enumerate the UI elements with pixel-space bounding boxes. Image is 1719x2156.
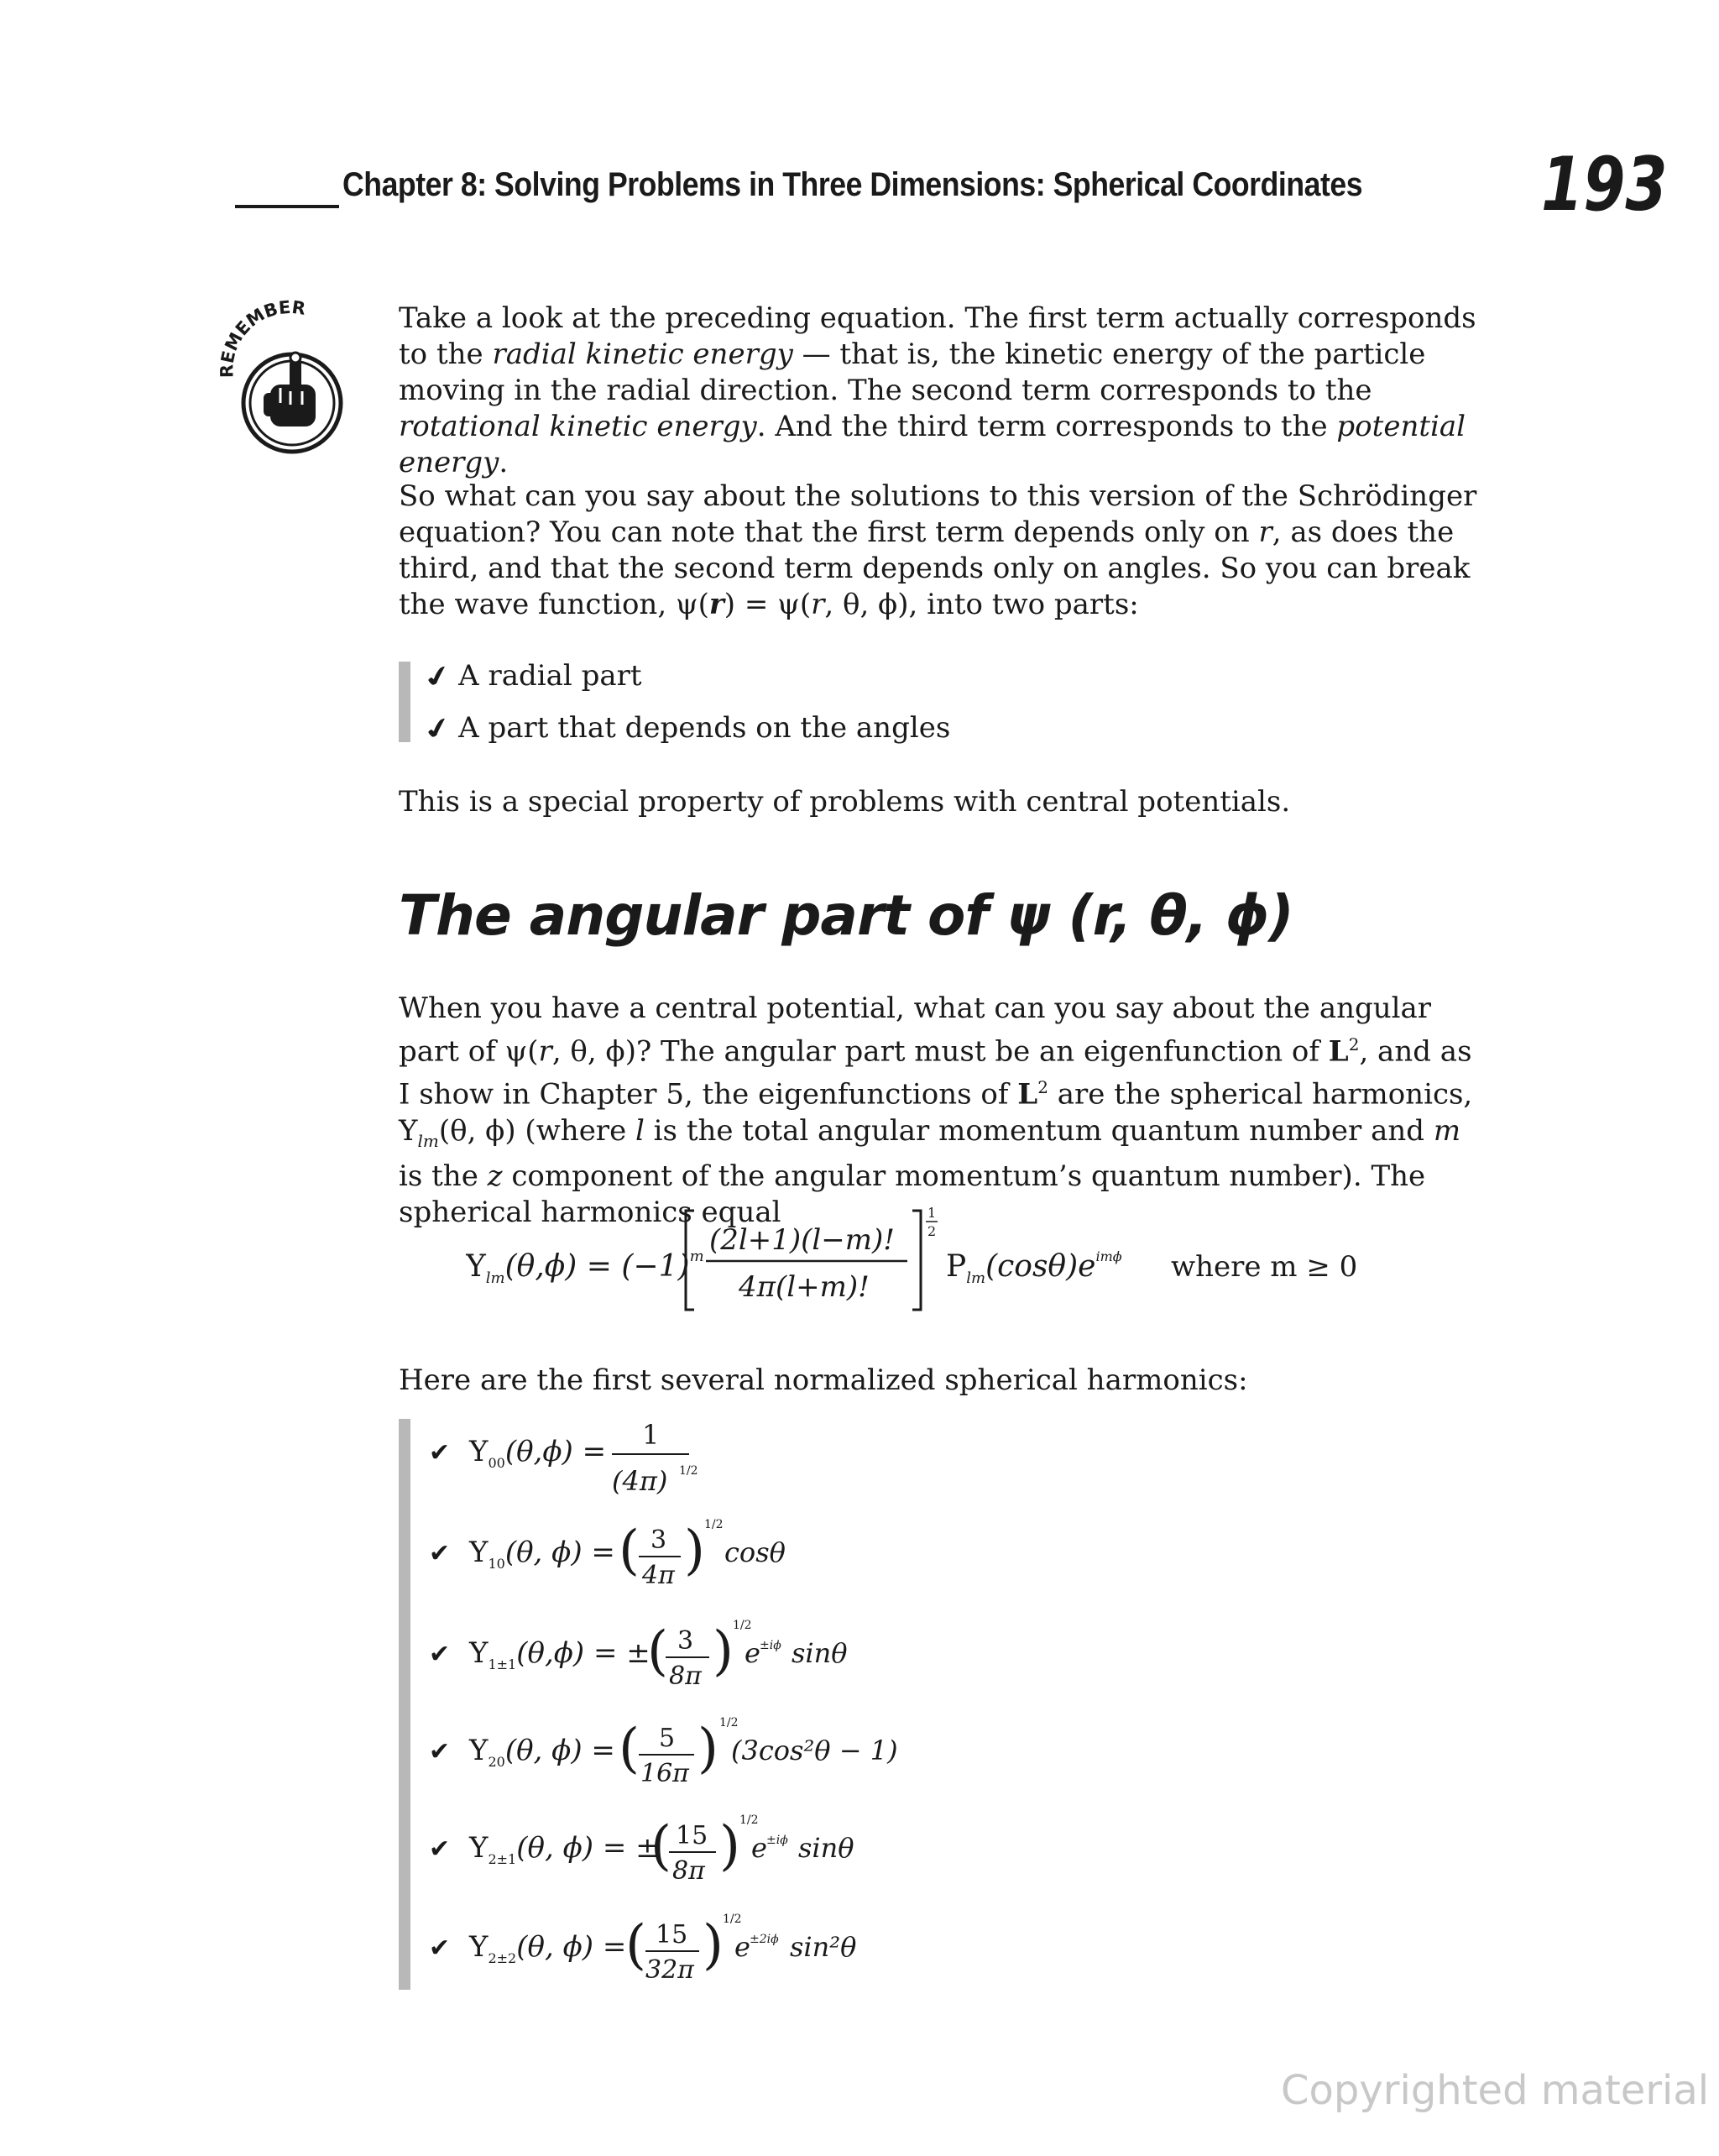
equation-denominator: 4π(l+m)! <box>739 1270 870 1304</box>
harmonics-list <box>399 1419 1070 1990</box>
svg-text:cosθ: cosθ <box>724 1536 786 1568</box>
svg-text:): ) <box>703 1914 724 1976</box>
list-item: ✔A radial part <box>427 658 642 695</box>
svg-text:sin²θ: sin²θ <box>790 1931 857 1963</box>
spherical-harmonics-equation <box>466 1192 1389 1327</box>
paragraph-angular-part: When you have a central potential, what can you say about the angular part of ψ(r, θ, ϕ)? The angular part must be an eigenfunction of $L^2$, and as I show in Chapter 5, the eigenfunctions of $L^2$ are the spherical harmonics, $Y_{lm}(\theta$, ϕ) (where l is the total angular momentum quantum number and m is the z component of the angular momentum’s quantum number). The spherical harmonics equal <box>399 992 1473 1230</box>
svg-text:1/2: 1/2 <box>739 1813 759 1827</box>
svg-text:): ) <box>684 1520 705 1582</box>
check-icon: ✔ <box>429 1438 451 1468</box>
paragraph-central-potentials: This is a special property of problems with central potentials. <box>399 785 1291 819</box>
check-icon: ✔ <box>429 1934 451 1963</box>
svg-text:): ) <box>698 1718 718 1780</box>
svg-text:sinθ: sinθ <box>798 1832 854 1864</box>
copyright-watermark: Copyrighted material <box>1281 2067 1710 2114</box>
svg-text:15: 15 <box>676 1821 708 1850</box>
svg-text:16π: 16π <box>640 1759 689 1788</box>
list-item <box>429 1716 898 1788</box>
list-item <box>429 1913 856 1985</box>
svg-text:sinθ: sinθ <box>792 1637 848 1669</box>
svg-text:(: ( <box>619 1520 640 1582</box>
svg-text:8π: 8π <box>669 1661 702 1691</box>
svg-text:5: 5 <box>659 1724 676 1753</box>
svg-text:3: 3 <box>651 1525 667 1555</box>
bullet-bar <box>399 662 410 742</box>
check-icon: ✔ <box>429 1539 451 1568</box>
list-item <box>429 1419 698 1497</box>
remember-label: REMEMBER <box>217 296 307 379</box>
svg-text:(3cos²θ − 1): (3cos²θ − 1) <box>731 1735 898 1766</box>
svg-text:): ) <box>719 1815 740 1877</box>
svg-text:(: ( <box>625 1914 646 1976</box>
term-potential-energy: potential energy <box>399 410 1466 479</box>
svg-text:1/2: 1/2 <box>733 1619 752 1632</box>
paragraph-energy-terms: Take a look at the preceding equation. The first term actually corresponds to the radial kinetic energy — that is, the kinetic energy of the particle moving in the radial direction. The second term corresponds to the rotational kinetic energy. And the third term corresponds to the potential energy. <box>399 301 1476 479</box>
check-icon: ✔ <box>429 1737 451 1766</box>
equation-numerator: (2l+1)(l−m)! <box>709 1223 895 1257</box>
svg-text:±iϕ: ±iϕ <box>766 1834 788 1847</box>
check-icon: ✔ <box>429 1640 451 1669</box>
svg-text:e: e <box>745 1637 760 1669</box>
svg-text:1/2: 1/2 <box>704 1518 724 1531</box>
svg-text:2: 2 <box>927 1223 937 1239</box>
svg-text:Y10(θ, ϕ) =: $Y_{10}(\theta$, ϕ) = <box>469 1536 615 1572</box>
svg-text:8π: 8π <box>672 1856 705 1886</box>
paragraph-harmonics-intro: Here are the first several normalized spherical harmonics: <box>399 1363 1248 1397</box>
list-item <box>429 1619 848 1691</box>
svg-text:e: e <box>751 1832 767 1864</box>
svg-text:): ) <box>713 1620 734 1682</box>
svg-text:1/2: 1/2 <box>723 1913 742 1926</box>
svg-text:±2iϕ: ±2iϕ <box>750 1933 779 1946</box>
check-icon: ✔ <box>429 1834 451 1864</box>
svg-text:1/2: 1/2 <box>719 1716 739 1730</box>
list-item <box>429 1813 854 1886</box>
svg-text:Y00(θ,ϕ) =: $Y_{00}(\theta,\phi)$ = <box>469 1435 607 1471</box>
term-radial-kinetic-energy: radial kinetic energy <box>492 338 793 371</box>
svg-text:4π: 4π <box>642 1561 675 1590</box>
chapter-title: Chapter 8: Solving Problems in Three Dimensions: Spherical Coordinates <box>342 166 1363 203</box>
svg-text:Y1±1(θ,ϕ) = ±: $Y_{1\pm 1}(\theta,\phi)$ = ± <box>469 1636 651 1672</box>
remember-icon <box>208 294 368 462</box>
svg-text:e: e <box>734 1931 750 1963</box>
svg-text:Plm(cosθ)eimϕ: $P_{lm}(\cos\theta)e^{im\phi}$ <box>946 1248 1122 1287</box>
svg-text:Ylm(θ,ϕ) = (−1)m: $Y_{lm}(\theta,\phi) = (-1)^m$ <box>466 1248 704 1287</box>
svg-text:±iϕ: ±iϕ <box>760 1639 781 1652</box>
svg-text:Y2±2(θ, ϕ) =: $Y_{2\pm 2}(\theta$, ϕ) = <box>469 1930 627 1966</box>
paragraph-solutions: So what can you say about the solutions to this version of the Schrödinger equation? You can note that the first term depends only on r, as does the third, and that the second term depends only on angles. So you can break the wave function, ψ(r) = ψ(r, θ, ϕ), into two parts: <box>399 479 1477 621</box>
section-heading: The angular part of ψ (r, θ, ϕ) <box>399 883 1293 948</box>
list-item <box>429 1518 786 1590</box>
svg-text:(: ( <box>619 1718 640 1780</box>
list-item: ✔A part that depends on the angles <box>427 710 950 747</box>
svg-text:(4π): (4π) <box>612 1465 668 1497</box>
svg-text:Y20(θ, ϕ) =: $Y_{20}(\theta$, ϕ) = <box>469 1734 615 1770</box>
equation-condition: where m ≥ 0 <box>1171 1250 1358 1284</box>
svg-text:(: ( <box>651 1815 671 1877</box>
svg-text:Y2±1(θ, ϕ) = ±: $Y_{2\pm 1}(\theta$, ϕ) = ± <box>469 1831 660 1867</box>
term-rotational-kinetic-energy: rotational kinetic energy <box>399 410 757 443</box>
svg-text:15: 15 <box>656 1920 688 1949</box>
svg-text:1: 1 <box>927 1205 937 1221</box>
svg-text:1/2: 1/2 <box>679 1464 698 1478</box>
page-number: 193 <box>1541 141 1668 228</box>
svg-text:1: 1 <box>642 1419 660 1451</box>
check-icon: ✔ <box>420 710 456 748</box>
svg-text:(: ( <box>647 1620 668 1682</box>
svg-text:32π: 32π <box>645 1955 694 1985</box>
header-rule <box>235 205 339 208</box>
check-icon: ✔ <box>420 658 456 696</box>
svg-text:3: 3 <box>677 1626 694 1656</box>
